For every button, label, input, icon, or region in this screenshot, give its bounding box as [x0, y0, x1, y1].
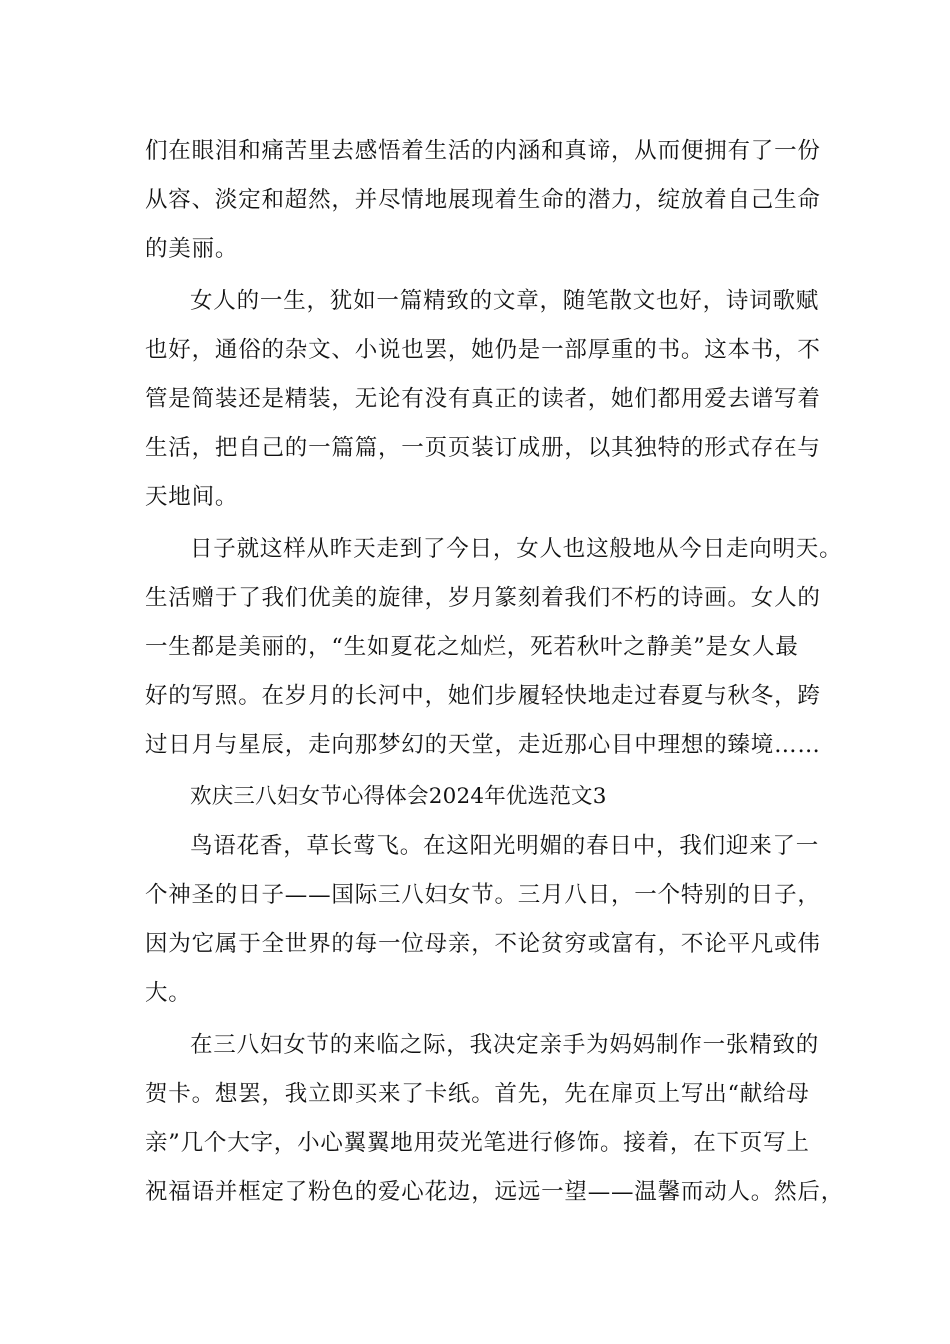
paragraph-first-line: 女人的一生，犹如一篇精致的文章，随笔散文也好，诗词歌赋 — [190, 288, 820, 314]
paragraph-first-line: 在三八妇女节的来临之际，我决定亲手为妈妈制作一张精致的 — [190, 1032, 820, 1058]
text-line: 个神圣的日子——国际三八妇女节。三月八日，一个特别的日子， — [145, 882, 821, 908]
text-line: 一生都是美丽的，“生如夏花之灿烂，死若秋叶之静美”是女人最 — [145, 634, 799, 660]
text-line: 也好，通俗的杂文、小说也罢，她仍是一部厚重的书。这本书，不 — [145, 337, 821, 363]
text-line: 祝福语并框定了粉色的爱心花边，远远一望——温馨而动人。然后， — [145, 1179, 845, 1205]
text-line: 因为它属于全世界的每一位母亲，不论贫穷或富有，不论平凡或伟 — [145, 931, 821, 957]
paragraph-first-line: 鸟语花香，草长莺飞。在这阳光明媚的春日中，我们迎来了一 — [190, 833, 820, 859]
text-line: 生活，把自己的一篇篇，一页页装订成册，以其独特的形式存在与 — [145, 435, 821, 461]
text-line: 亲”几个大字，小心翼翼地用荧光笔进行修饰。接着，在下页写上 — [145, 1130, 810, 1156]
text-line: 天地间。 — [145, 484, 239, 510]
section-heading: 欢庆三八妇女节心得体会2024年优选范文3 — [190, 784, 607, 809]
text-line: 们在眼泪和痛苦里去感悟着生活的内涵和真谛，从而便拥有了一份 — [145, 138, 821, 164]
text-line: 过日月与星辰，走向那梦幻的天堂，走近那心目中理想的臻境…… — [145, 732, 821, 758]
text-line: 贺卡。想罢，我立即买来了卡纸。首先，先在扉页上写出“献给母 — [145, 1081, 810, 1107]
text-line: 生活赠于了我们优美的旋律，岁月篆刻着我们不朽的诗画。女人的 — [145, 585, 821, 611]
text-line: 从容、淡定和超然，并尽情地展现着生命的潜力，绽放着自己生命 — [145, 187, 821, 213]
text-line: 大。 — [145, 980, 192, 1006]
text-line: 的美丽。 — [145, 236, 239, 262]
text-line: 好的写照。在岁月的长河中，她们步履轻快地走过春夏与秋冬，跨 — [145, 683, 821, 709]
text-line: 管是简装还是精装，无论有没有真正的读者，她们都用爱去谱写着 — [145, 386, 821, 412]
paragraph-first-line: 日子就这样从昨天走到了今日，女人也这般地从今日走向明天。 — [190, 536, 843, 562]
